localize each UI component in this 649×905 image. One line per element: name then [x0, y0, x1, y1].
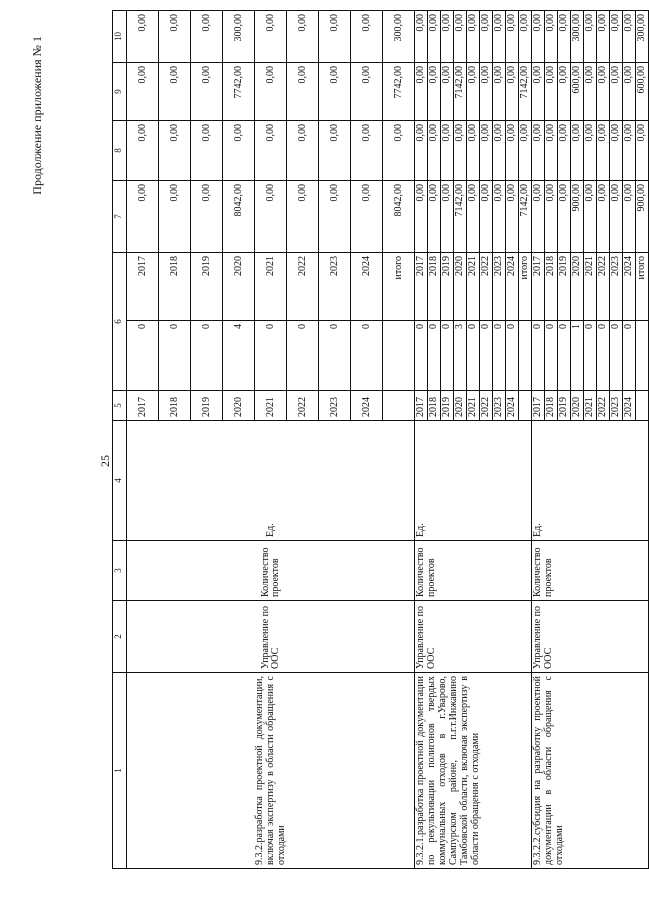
finance-year-cell: 2023 — [319, 253, 351, 321]
value-cell: 0,00 — [493, 11, 506, 63]
target-year-cell: 2024 — [351, 391, 383, 421]
total-cell: 0,00 — [558, 181, 571, 253]
program-table — [112, 10, 649, 869]
target-year-cell: 2021 — [584, 391, 597, 421]
target-year-cell: 2017 — [127, 391, 159, 421]
total-cell: 0,00 — [127, 181, 159, 253]
column-header: 2 — [113, 601, 127, 673]
value-cell: 0,00 — [571, 121, 584, 181]
value-cell: 0,00 — [441, 63, 454, 121]
column-header: 7 — [113, 181, 127, 253]
table-row — [127, 11, 159, 869]
target-year-cell: 2019 — [191, 391, 223, 421]
total-cell: 0,00 — [351, 181, 383, 253]
target-count-cell: 0 — [191, 321, 223, 391]
value-cell: 0,00 — [351, 121, 383, 181]
page-number: 25 — [98, 455, 112, 467]
value-cell: 300,00 — [223, 11, 255, 63]
unit-cell: Ед. — [127, 421, 415, 541]
value-cell: 0,00 — [255, 11, 287, 63]
value-cell: 0,00 — [597, 121, 610, 181]
value-cell: 0,00 — [610, 121, 623, 181]
indicator-cell: Количество проектов — [127, 541, 415, 601]
total-cell: 0,00 — [159, 181, 191, 253]
value-cell: 0,00 — [558, 63, 571, 121]
total-cell: 0,00 — [287, 181, 319, 253]
value-cell: 0,00 — [545, 63, 558, 121]
finance-year-cell: 2024 — [623, 253, 636, 321]
value-cell: 0,00 — [428, 63, 441, 121]
value-cell: 7742,00 — [223, 63, 255, 121]
total-cell: 0,00 — [428, 181, 441, 253]
value-cell: 0,00 — [415, 121, 428, 181]
measure-description: 9.3.2.1.разработка проектной документации по рекультивации полигонов твердых коммунальных отходов в г.Уварово, Сампурском районе, п.г.т.Инжавино Тамбовской области, включая экспертизу в области обращения с отходами — [415, 673, 532, 869]
itogo-value: 600,00 — [636, 63, 649, 121]
value-cell: 0,00 — [493, 63, 506, 121]
finance-year-cell: 2022 — [287, 253, 319, 321]
target-count-cell: 0 — [623, 321, 636, 391]
target-year-cell: 2020 — [454, 391, 467, 421]
value-cell: 300,00 — [571, 11, 584, 63]
finance-year-cell: 2019 — [441, 253, 454, 321]
target-count-cell: 0 — [351, 321, 383, 391]
finance-year-cell: 2020 — [223, 253, 255, 321]
target-count-cell: 0 — [532, 321, 545, 391]
finance-year-cell: 2022 — [597, 253, 610, 321]
value-cell: 0,00 — [159, 63, 191, 121]
value-cell: 0,00 — [480, 11, 493, 63]
target-year-cell: 2020 — [571, 391, 584, 421]
target-year-cell: 2022 — [597, 391, 610, 421]
target-year-cell: 2018 — [428, 391, 441, 421]
value-cell: 0,00 — [480, 121, 493, 181]
table-row — [532, 11, 545, 869]
column-header: 3 — [113, 541, 127, 601]
column-header: 5 — [113, 391, 127, 421]
total-cell: 0,00 — [493, 181, 506, 253]
total-cell: 0,00 — [545, 181, 558, 253]
value-cell: 0,00 — [127, 11, 159, 63]
finance-year-cell: 2019 — [558, 253, 571, 321]
finance-year-cell: 2018 — [428, 253, 441, 321]
value-cell: 0,00 — [493, 121, 506, 181]
target-year-cell: 2022 — [480, 391, 493, 421]
value-cell: 0,00 — [610, 63, 623, 121]
itogo-value: 0,00 — [519, 11, 532, 63]
target-year-cell: 2020 — [223, 391, 255, 421]
total-cell: 0,00 — [255, 181, 287, 253]
total-cell: 0,00 — [506, 181, 519, 253]
executor-cell: Управление по ООС — [532, 601, 649, 673]
value-cell: 0,00 — [127, 121, 159, 181]
total-cell: 0,00 — [584, 181, 597, 253]
itogo-value: 300,00 — [383, 11, 415, 63]
column-header: 1 — [113, 673, 127, 869]
itogo-spacer — [383, 321, 415, 391]
total-cell: 8042,00 — [223, 181, 255, 253]
unit-cell: Ед. — [415, 421, 532, 541]
value-cell: 0,00 — [159, 121, 191, 181]
value-cell: 0,00 — [159, 11, 191, 63]
value-cell: 0,00 — [287, 121, 319, 181]
itogo-label: итого — [636, 253, 649, 321]
target-year-cell: 2018 — [545, 391, 558, 421]
value-cell: 0,00 — [191, 63, 223, 121]
total-cell: 0,00 — [610, 181, 623, 253]
executor-cell: Управление по ООС — [127, 601, 415, 673]
finance-year-cell: 2021 — [255, 253, 287, 321]
target-year-cell: 2021 — [467, 391, 480, 421]
column-number-row — [113, 11, 127, 869]
itogo-spacer — [383, 391, 415, 421]
finance-year-cell: 2024 — [351, 253, 383, 321]
total-cell: 900,00 — [571, 181, 584, 253]
value-cell: 0,00 — [597, 11, 610, 63]
value-cell: 0,00 — [532, 63, 545, 121]
finance-year-cell: 2020 — [571, 253, 584, 321]
value-cell: 7142,00 — [454, 63, 467, 121]
finance-year-cell: 2019 — [191, 253, 223, 321]
target-count-cell: 0 — [584, 321, 597, 391]
itogo-value: 7142,00 — [519, 63, 532, 121]
value-cell: 0,00 — [319, 121, 351, 181]
value-cell: 0,00 — [428, 11, 441, 63]
target-year-cell: 2017 — [532, 391, 545, 421]
value-cell: 0,00 — [319, 11, 351, 63]
value-cell: 0,00 — [351, 11, 383, 63]
itogo-label: итого — [519, 253, 532, 321]
finance-year-cell: 2018 — [545, 253, 558, 321]
total-cell: 7142,00 — [454, 181, 467, 253]
column-header: 4 — [113, 421, 127, 541]
value-cell: 0,00 — [441, 121, 454, 181]
finance-year-cell: 2018 — [159, 253, 191, 321]
finance-year-cell: 2017 — [127, 253, 159, 321]
target-count-cell: 0 — [493, 321, 506, 391]
total-cell: 0,00 — [319, 181, 351, 253]
itogo-total: 900,00 — [636, 181, 649, 253]
column-header: 9 — [113, 63, 127, 121]
measure-description: 9.3.2.разработка проектной документации, включая экспертизу в области обращения с отходами — [127, 673, 415, 869]
target-count-cell: 0 — [127, 321, 159, 391]
target-count-cell: 0 — [480, 321, 493, 391]
value-cell: 0,00 — [351, 63, 383, 121]
indicator-cell: Количество проектов — [415, 541, 532, 601]
total-cell: 0,00 — [415, 181, 428, 253]
value-cell: 0,00 — [584, 63, 597, 121]
value-cell: 0,00 — [545, 121, 558, 181]
total-cell: 0,00 — [480, 181, 493, 253]
itogo-spacer — [519, 391, 532, 421]
target-count-cell: 4 — [223, 321, 255, 391]
value-cell: 0,00 — [467, 11, 480, 63]
target-count-cell: 0 — [319, 321, 351, 391]
value-cell: 0,00 — [558, 121, 571, 181]
finance-year-cell: 2021 — [467, 253, 480, 321]
itogo-value: 0,00 — [519, 121, 532, 181]
target-count-cell: 1 — [571, 321, 584, 391]
column-header: 10 — [113, 11, 127, 63]
target-year-cell: 2017 — [415, 391, 428, 421]
finance-year-cell: 2017 — [532, 253, 545, 321]
value-cell: 0,00 — [623, 11, 636, 63]
itogo-total: 7142,00 — [519, 181, 532, 253]
value-cell: 0,00 — [415, 63, 428, 121]
value-cell: 0,00 — [532, 121, 545, 181]
itogo-value: 7742,00 — [383, 63, 415, 121]
value-cell: 0,00 — [454, 11, 467, 63]
itogo-value: 300,00 — [636, 11, 649, 63]
target-year-cell: 2018 — [159, 391, 191, 421]
value-cell: 0,00 — [191, 11, 223, 63]
itogo-label: итого — [383, 253, 415, 321]
value-cell: 0,00 — [623, 63, 636, 121]
itogo-value: 0,00 — [383, 121, 415, 181]
target-year-cell: 2024 — [506, 391, 519, 421]
value-cell: 0,00 — [584, 121, 597, 181]
value-cell: 0,00 — [127, 63, 159, 121]
total-cell: 0,00 — [597, 181, 610, 253]
finance-year-cell: 2023 — [493, 253, 506, 321]
value-cell: 0,00 — [558, 11, 571, 63]
target-year-cell: 2019 — [558, 391, 571, 421]
measure-description: 9.3.2.2.субсидия на разработку проектной документации в области обращения с отходами — [532, 673, 649, 869]
value-cell: 0,00 — [454, 121, 467, 181]
column-header: 6 — [113, 253, 127, 391]
target-count-cell: 3 — [454, 321, 467, 391]
target-count-cell: 0 — [441, 321, 454, 391]
target-count-cell: 0 — [506, 321, 519, 391]
total-cell: 0,00 — [467, 181, 480, 253]
total-cell: 0,00 — [441, 181, 454, 253]
appendix-note: Продолжение приложения № 1 — [30, 36, 44, 195]
unit-cell: Ед. — [532, 421, 649, 541]
value-cell: 0,00 — [506, 121, 519, 181]
total-cell: 0,00 — [532, 181, 545, 253]
value-cell: 0,00 — [441, 11, 454, 63]
target-year-cell: 2022 — [287, 391, 319, 421]
value-cell: 0,00 — [480, 63, 493, 121]
target-count-cell: 0 — [545, 321, 558, 391]
itogo-spacer — [636, 321, 649, 391]
target-count-cell: 0 — [610, 321, 623, 391]
value-cell: 0,00 — [506, 63, 519, 121]
indicator-cell: Количество проектов — [532, 541, 649, 601]
finance-year-cell: 2022 — [480, 253, 493, 321]
value-cell: 0,00 — [532, 11, 545, 63]
value-cell: 0,00 — [319, 63, 351, 121]
value-cell: 0,00 — [467, 63, 480, 121]
table-body — [127, 11, 649, 869]
executor-cell: Управление по ООС — [415, 601, 532, 673]
value-cell: 0,00 — [428, 121, 441, 181]
finance-year-cell: 2020 — [454, 253, 467, 321]
target-year-cell: 2019 — [441, 391, 454, 421]
value-cell: 0,00 — [545, 11, 558, 63]
target-count-cell: 0 — [467, 321, 480, 391]
column-header: 8 — [113, 121, 127, 181]
target-count-cell: 0 — [159, 321, 191, 391]
value-cell: 0,00 — [223, 121, 255, 181]
itogo-spacer — [636, 391, 649, 421]
target-count-cell: 0 — [287, 321, 319, 391]
finance-year-cell: 2024 — [506, 253, 519, 321]
value-cell: 0,00 — [255, 63, 287, 121]
target-count-cell: 0 — [428, 321, 441, 391]
target-count-cell: 0 — [558, 321, 571, 391]
value-cell: 0,00 — [287, 63, 319, 121]
total-cell: 0,00 — [623, 181, 636, 253]
value-cell: 0,00 — [287, 11, 319, 63]
value-cell: 0,00 — [467, 121, 480, 181]
value-cell: 0,00 — [415, 11, 428, 63]
finance-year-cell: 2023 — [610, 253, 623, 321]
value-cell: 0,00 — [191, 121, 223, 181]
finance-year-cell: 2021 — [584, 253, 597, 321]
itogo-value: 0,00 — [636, 121, 649, 181]
target-count-cell: 0 — [255, 321, 287, 391]
target-year-cell: 2023 — [319, 391, 351, 421]
value-cell: 0,00 — [610, 11, 623, 63]
itogo-spacer — [519, 321, 532, 391]
value-cell: 0,00 — [584, 11, 597, 63]
finance-year-cell: 2017 — [415, 253, 428, 321]
total-cell: 0,00 — [191, 181, 223, 253]
target-year-cell: 2023 — [493, 391, 506, 421]
target-count-cell: 0 — [597, 321, 610, 391]
itogo-total: 8042,00 — [383, 181, 415, 253]
target-year-cell: 2021 — [255, 391, 287, 421]
target-count-cell: 0 — [415, 321, 428, 391]
table-row — [415, 11, 428, 869]
value-cell: 0,00 — [255, 121, 287, 181]
value-cell: 600,00 — [571, 63, 584, 121]
value-cell: 0,00 — [506, 11, 519, 63]
target-year-cell: 2023 — [610, 391, 623, 421]
value-cell: 0,00 — [597, 63, 610, 121]
value-cell: 0,00 — [623, 121, 636, 181]
target-year-cell: 2024 — [623, 391, 636, 421]
